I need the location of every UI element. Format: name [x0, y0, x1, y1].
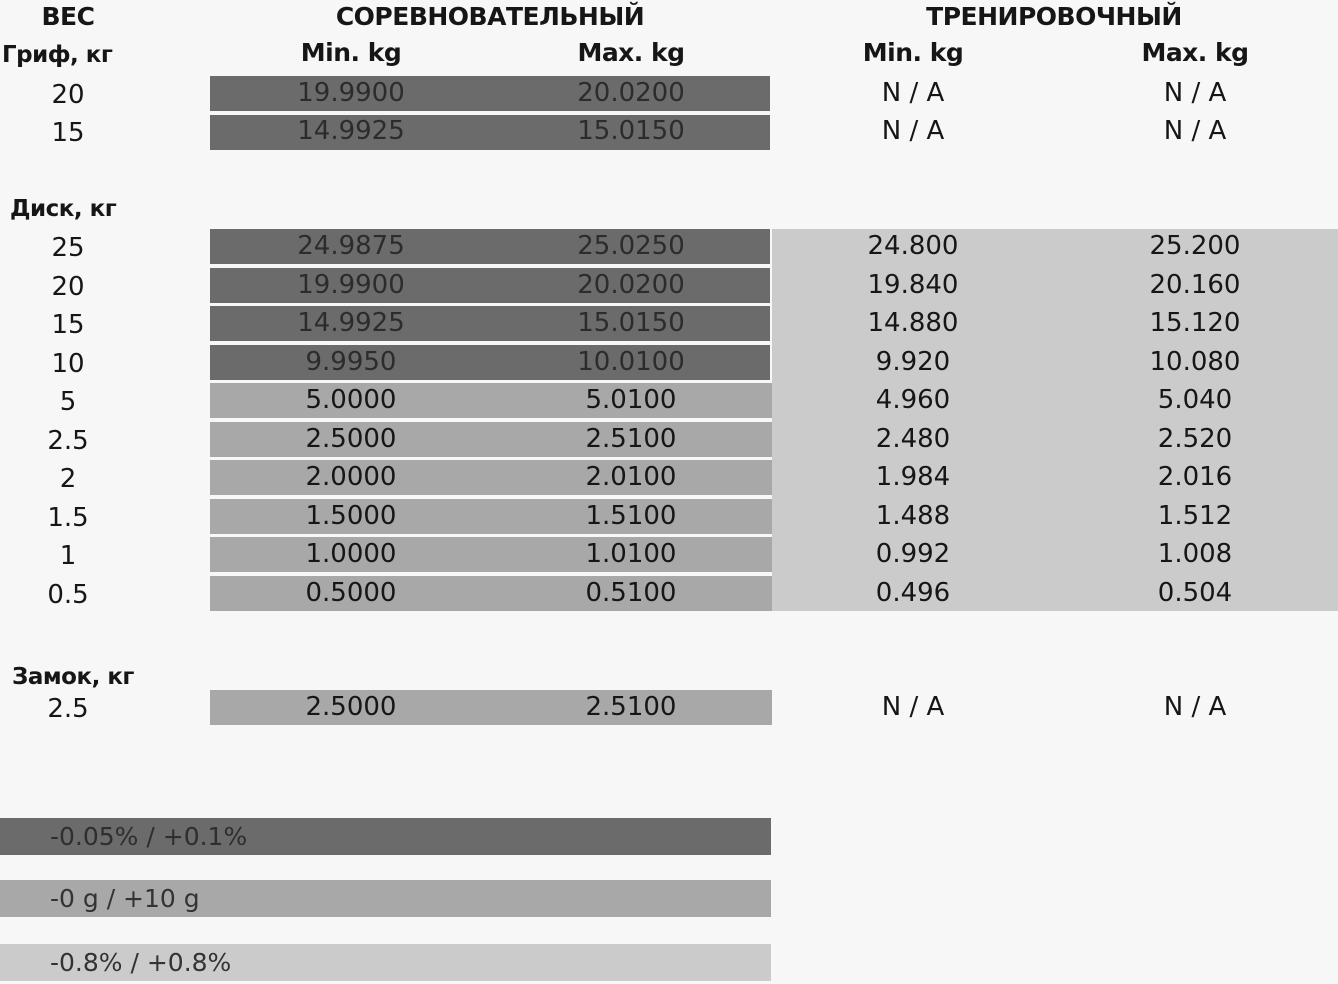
- comp-min-cell: 2.5000: [305, 424, 397, 454]
- train-min-cell: 19.840: [867, 270, 959, 300]
- comp-min-cell: 1.5000: [305, 501, 397, 531]
- comp-max-cell: 15.0150: [577, 308, 685, 338]
- comp-min-cell: 14.9925: [297, 308, 405, 338]
- train-max-cell: 10.080: [1149, 347, 1241, 377]
- weight-cell: 1: [59, 541, 77, 571]
- weight-cell: 2.5: [47, 694, 89, 724]
- train-min-cell: N / A: [881, 116, 945, 146]
- comp-min-cell: 0.5000: [305, 578, 397, 608]
- comp-max-cell: 1.0100: [585, 539, 677, 569]
- train-min-cell: 14.880: [867, 308, 959, 338]
- comp-max-cell: 2.5100: [585, 692, 677, 722]
- bars-section-title: Гриф, кг: [2, 42, 113, 68]
- train-max-cell: 25.200: [1149, 231, 1241, 261]
- train-max-cell: 1.512: [1157, 501, 1233, 531]
- comp-min-cell: 19.9900: [297, 270, 405, 300]
- weight-cell: 2: [59, 464, 77, 494]
- weight-cell: 20: [51, 80, 85, 110]
- comp-min-cell: 5.0000: [305, 385, 397, 415]
- train-min-cell: 1.984: [875, 462, 951, 492]
- train-min-cell: 9.920: [875, 347, 951, 377]
- comp-max-header: Max. kg: [577, 38, 685, 67]
- train-max-cell: N / A: [1163, 78, 1227, 108]
- weight-cell: 15: [51, 118, 85, 148]
- comp-min-cell: 1.0000: [305, 539, 397, 569]
- train-max-cell: N / A: [1163, 116, 1227, 146]
- legend-label: -0.05% / +0.1%: [50, 822, 248, 851]
- train-max-cell: 20.160: [1149, 270, 1241, 300]
- comp-max-cell: 15.0150: [577, 116, 685, 146]
- train-min-cell: 2.480: [875, 424, 951, 454]
- comp-min-header: Min. kg: [300, 38, 402, 67]
- train-max-cell: 15.120: [1149, 308, 1241, 338]
- weight-header: ВЕС: [41, 2, 95, 31]
- train-min-cell: 0.496: [875, 578, 951, 608]
- comp-max-cell: 25.0250: [577, 231, 685, 261]
- comp-max-cell: 0.5100: [585, 578, 677, 608]
- weight-cell: 20: [51, 272, 85, 302]
- weight-cell: 5: [59, 387, 77, 417]
- train-max-cell: N / A: [1163, 692, 1227, 722]
- weight-cell: 2.5: [47, 426, 89, 456]
- train-min-cell: 0.992: [875, 539, 951, 569]
- train-min-cell: 1.488: [875, 501, 951, 531]
- collars-section-title: Замок, кг: [12, 664, 134, 690]
- train-max-cell: 0.504: [1157, 578, 1233, 608]
- comp-max-cell: 2.5100: [585, 424, 677, 454]
- weight-cell: 1.5: [47, 503, 89, 533]
- comp-min-cell: 2.5000: [305, 692, 397, 722]
- comp-max-cell: 20.0200: [577, 78, 685, 108]
- comp-min-cell: 9.9950: [305, 347, 397, 377]
- weight-cell: 0.5: [47, 580, 89, 610]
- train-max-header: Max. kg: [1141, 38, 1249, 67]
- train-max-cell: 1.008: [1157, 539, 1233, 569]
- comp-max-cell: 20.0200: [577, 270, 685, 300]
- weight-cell: 25: [51, 233, 85, 263]
- legend-label: -0 g / +10 g: [50, 884, 200, 913]
- comp-min-cell: 19.9900: [297, 78, 405, 108]
- comp-min-cell: 2.0000: [305, 462, 397, 492]
- comp-max-cell: 5.0100: [585, 385, 677, 415]
- train-max-cell: 2.016: [1157, 462, 1233, 492]
- comp-min-cell: 14.9925: [297, 116, 405, 146]
- train-min-cell: 24.800: [867, 231, 959, 261]
- training-header: ТРЕНИРОВОЧНЫЙ: [926, 2, 1182, 31]
- comp-max-cell: 1.5100: [585, 501, 677, 531]
- competition-header: СОРЕВНОВАТЕЛЬНЫЙ: [335, 2, 645, 31]
- comp-max-cell: 2.0100: [585, 462, 677, 492]
- comp-max-cell: 10.0100: [577, 347, 685, 377]
- discs-section-title: Диск, кг: [10, 196, 117, 222]
- train-max-cell: 5.040: [1157, 385, 1233, 415]
- weight-cell: 15: [51, 310, 85, 340]
- weight-cell: 10: [51, 349, 85, 379]
- train-min-header: Min. kg: [862, 38, 964, 67]
- legend-label: -0.8% / +0.8%: [50, 948, 232, 977]
- train-min-cell: N / A: [881, 692, 945, 722]
- train-min-cell: N / A: [881, 78, 945, 108]
- train-min-cell: 4.960: [875, 385, 951, 415]
- comp-min-cell: 24.9875: [297, 231, 405, 261]
- train-max-cell: 2.520: [1157, 424, 1233, 454]
